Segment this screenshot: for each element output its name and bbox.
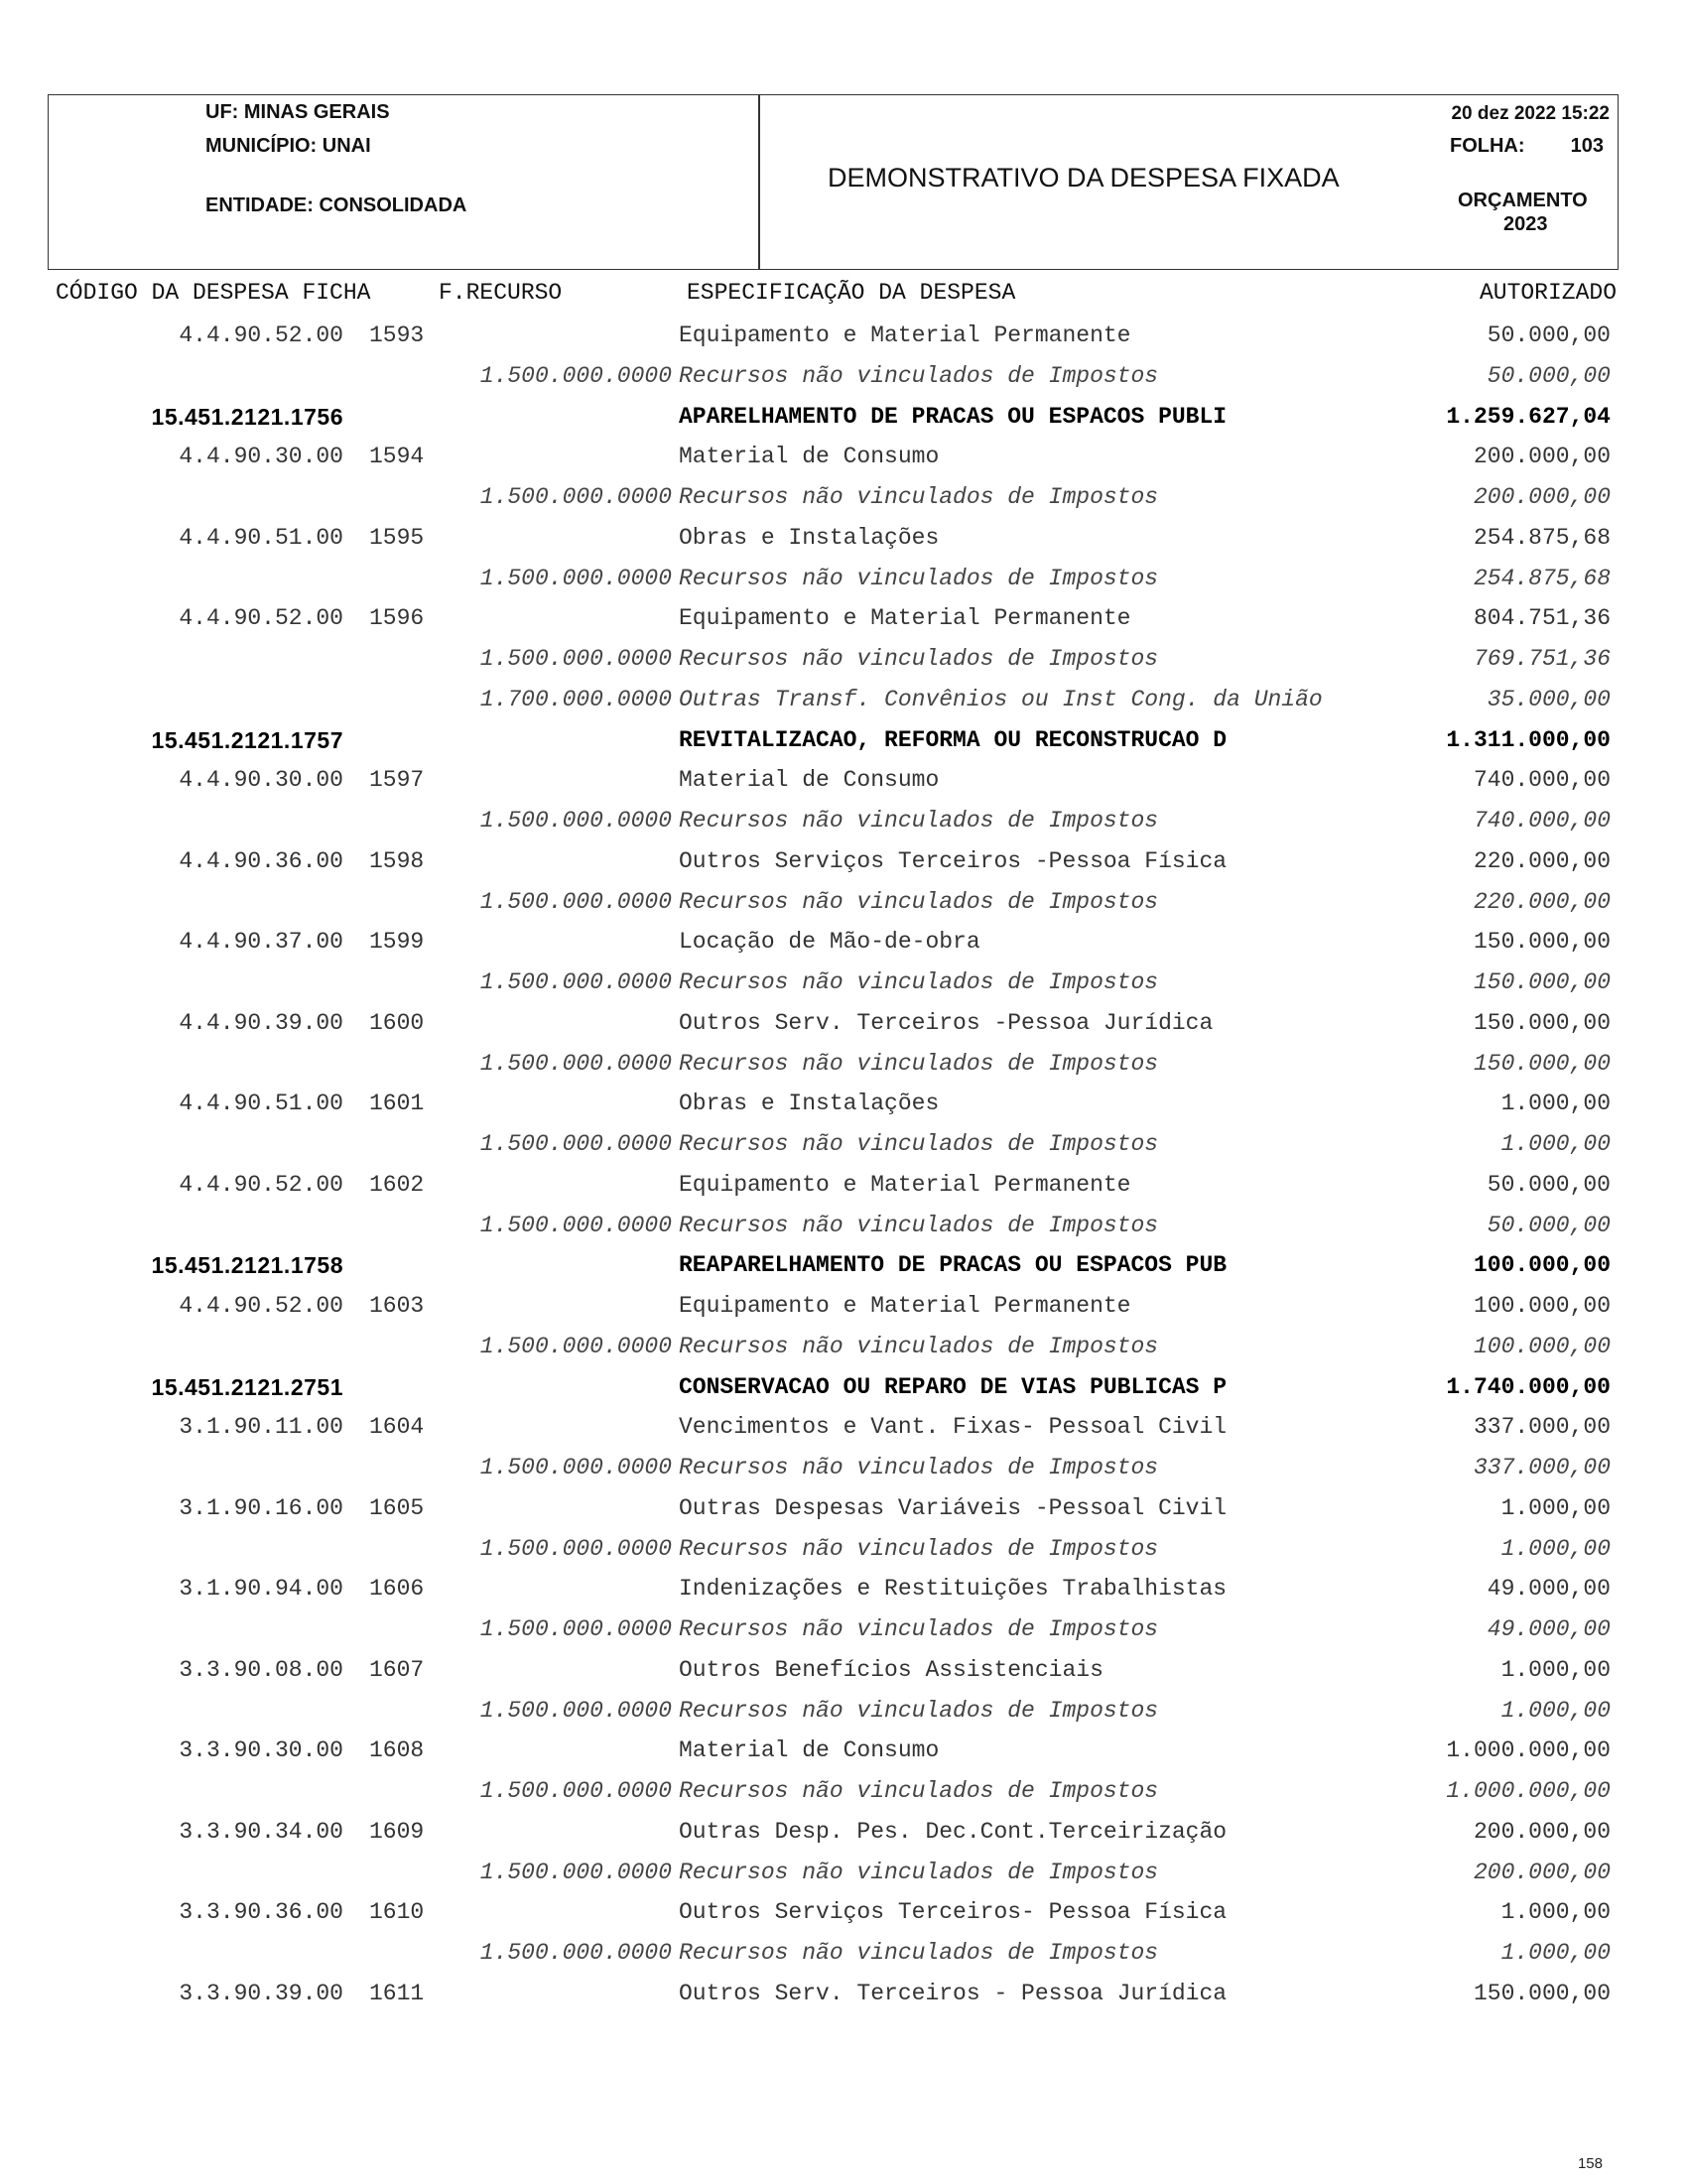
ficha-number: 1608	[369, 1737, 425, 1764]
source-row	[0, 1536, 1688, 1576]
fonte-recurso: 1.500.000.0000	[479, 1050, 672, 1077]
autorizado-value: 50.000,00	[1487, 362, 1611, 389]
fonte-recurso: 1.500.000.0000	[479, 1212, 672, 1238]
expense-code: 4.4.90.30.00	[179, 767, 343, 794]
ficha-number: 1601	[369, 1091, 425, 1117]
expense-row	[0, 1172, 1688, 1212]
fonte-recurso: 1.500.000.0000	[479, 1616, 672, 1642]
especificacao: Outros Serv. Terceiros -Pessoa Jurídica	[679, 1009, 1214, 1036]
autorizado-value: 49.000,00	[1487, 1576, 1611, 1603]
ficha-number: 1599	[369, 929, 425, 956]
column-header-especificacao: ESPECIFICAÇÃO DA DESPESA	[687, 280, 1016, 306]
report-title: DEMONSTRATIVO DA DESPESA FIXADA	[828, 163, 1340, 193]
autorizado-value: 1.259.627,04	[1446, 403, 1611, 430]
fonte-recurso: 1.500.000.0000	[479, 969, 672, 995]
page-number: 158	[1577, 2155, 1603, 2172]
source-row	[0, 1698, 1688, 1737]
expense-code: 4.4.90.52.00	[179, 322, 343, 348]
especificacao: Vencimentos e Vant. Fixas- Pessoal Civil	[679, 1414, 1228, 1441]
expense-row	[0, 1819, 1688, 1859]
fonte-recurso: 1.500.000.0000	[479, 1697, 672, 1724]
source-row	[0, 484, 1688, 524]
fonte-recurso: 1.500.000.0000	[479, 1778, 672, 1804]
source-row	[0, 1213, 1688, 1252]
autorizado-value: 200.000,00	[1473, 444, 1611, 470]
fonte-recurso: 1.500.000.0000	[479, 888, 672, 915]
source-row	[0, 1616, 1688, 1656]
source-row	[0, 1334, 1688, 1373]
expense-code: 4.4.90.52.00	[179, 605, 343, 632]
expense-code: 4.4.90.51.00	[179, 524, 343, 551]
fonte-recurso: 1.500.000.0000	[479, 484, 672, 510]
autorizado-value: 200.000,00	[1473, 484, 1611, 510]
ficha-number: 1605	[369, 1494, 425, 1521]
autorizado-value: 337.000,00	[1473, 1455, 1611, 1480]
ficha-number: 1598	[369, 847, 425, 874]
especificacao: Obras e Instalações	[679, 524, 940, 551]
expense-code: 4.4.90.36.00	[179, 847, 343, 874]
especificacao: Material de Consumo	[679, 767, 940, 794]
source-row	[0, 1131, 1688, 1171]
folha-value: 103	[1570, 135, 1604, 157]
especificacao: Recursos não vinculados de Impostos	[679, 484, 1159, 510]
column-header-codigo-ficha: CÓDIGO DA DESPESA FICHA	[56, 280, 371, 306]
autorizado-value: 1.000,00	[1500, 1091, 1611, 1117]
source-row	[0, 808, 1688, 847]
autorizado-value: 740.000,00	[1473, 808, 1611, 834]
source-row	[0, 1051, 1688, 1091]
expense-row	[0, 1010, 1688, 1050]
expense-code: 4.4.90.51.00	[179, 1091, 343, 1117]
especificacao: Equipamento e Material Permanente	[679, 605, 1131, 632]
especificacao: Obras e Instalações	[679, 1091, 940, 1117]
expense-code: 3.3.90.30.00	[179, 1737, 343, 1764]
fonte-recurso: 1.500.000.0000	[479, 808, 672, 834]
expense-row	[0, 767, 1688, 807]
autorizado-value: 804.751,36	[1473, 605, 1611, 632]
autorizado-value: 50.000,00	[1487, 1171, 1611, 1198]
autorizado-value: 200.000,00	[1473, 1818, 1611, 1845]
ficha-number: 1603	[369, 1293, 425, 1319]
expense-row	[0, 1981, 1688, 2020]
autorizado-value: 50.000,00	[1487, 322, 1611, 348]
especificacao: Recursos não vinculados de Impostos	[679, 646, 1159, 672]
expense-code: 3.1.90.16.00	[179, 1494, 343, 1521]
especificacao: CONSERVACAO OU REPARO DE VIAS PUBLICAS P	[679, 1373, 1228, 1400]
ficha-number: 1594	[369, 444, 425, 470]
ficha-number: 1611	[369, 1980, 425, 2006]
entidade-label: ENTIDADE: CONSOLIDADA	[205, 194, 467, 216]
especificacao: Material de Consumo	[679, 1737, 940, 1764]
especificacao: Material de Consumo	[679, 444, 940, 470]
expense-code: 4.4.90.52.00	[179, 1171, 343, 1198]
expense-code: 3.1.90.94.00	[179, 1576, 343, 1603]
expense-code: 4.4.90.30.00	[179, 444, 343, 470]
ficha-number: 1610	[369, 1899, 425, 1926]
ficha-number: 1597	[369, 767, 425, 794]
program-code: 15.451.2121.1756	[151, 403, 343, 430]
ficha-number: 1593	[369, 322, 425, 348]
fonte-recurso: 1.500.000.0000	[479, 1333, 672, 1359]
autorizado-value: 50.000,00	[1487, 1212, 1611, 1238]
source-row	[0, 969, 1688, 1009]
autorizado-value: 1.000,00	[1500, 1940, 1611, 1966]
especificacao: Recursos não vinculados de Impostos	[679, 1697, 1159, 1724]
expense-row	[0, 848, 1688, 888]
ficha-number: 1609	[369, 1818, 425, 1845]
especificacao: Recursos não vinculados de Impostos	[679, 1940, 1159, 1966]
program-code: 15.451.2121.2751	[151, 1373, 343, 1400]
especificacao: Recursos não vinculados de Impostos	[679, 1616, 1159, 1642]
autorizado-value: 1.000,00	[1500, 1697, 1611, 1724]
column-header-autorizado: AUTORIZADO	[1479, 280, 1617, 306]
autorizado-value: 1.000,00	[1500, 1656, 1611, 1683]
fonte-recurso: 1.500.000.0000	[479, 1131, 672, 1157]
orcamento-year: 2023	[1503, 213, 1548, 235]
especificacao: Outros Serviços Terceiros -Pessoa Física	[679, 847, 1228, 874]
fonte-recurso: 1.500.000.0000	[479, 646, 672, 672]
especificacao: Equipamento e Material Permanente	[679, 1293, 1131, 1319]
fonte-recurso: 1.500.000.0000	[479, 1455, 672, 1480]
fonte-recurso: 1.500.000.0000	[479, 1940, 672, 1966]
program-row	[0, 404, 1688, 444]
autorizado-value: 150.000,00	[1473, 1009, 1611, 1036]
source-row	[0, 1940, 1688, 1980]
source-row	[0, 363, 1688, 403]
expense-row	[0, 605, 1688, 645]
expense-code: 4.4.90.52.00	[179, 1293, 343, 1319]
source-row	[0, 1455, 1688, 1494]
especificacao: APARELHAMENTO DE PRACAS OU ESPACOS PUBLI	[679, 403, 1228, 430]
expense-row	[0, 1495, 1688, 1535]
expense-row	[0, 1414, 1688, 1454]
autorizado-value: 1.000,00	[1500, 1535, 1611, 1562]
autorizado-value: 1.000,00	[1500, 1131, 1611, 1157]
fonte-recurso: 1.500.000.0000	[479, 1535, 672, 1562]
autorizado-value: 1.000,00	[1500, 1899, 1611, 1926]
program-code: 15.451.2121.1757	[151, 726, 343, 753]
source-row	[0, 687, 1688, 726]
report-datetime: 20 dez 2022 15:22	[1451, 103, 1610, 124]
program-row	[0, 1252, 1688, 1292]
autorizado-value: 337.000,00	[1473, 1414, 1611, 1441]
especificacao: Outras Transf. Convênios ou Inst Cong. da União	[679, 686, 1323, 712]
fonte-recurso: 1.500.000.0000	[479, 1859, 672, 1885]
especificacao: Recursos não vinculados de Impostos	[679, 1212, 1159, 1238]
program-code: 15.451.2121.1758	[151, 1252, 343, 1279]
especificacao: Recursos não vinculados de Impostos	[679, 1333, 1159, 1359]
especificacao: Recursos não vinculados de Impostos	[679, 1778, 1159, 1804]
autorizado-value: 1.000,00	[1500, 1494, 1611, 1521]
expense-row	[0, 1576, 1688, 1615]
especificacao: REVITALIZACAO, REFORMA OU RECONSTRUCAO D	[679, 726, 1228, 753]
expense-row	[0, 1657, 1688, 1697]
autorizado-value: 1.311.000,00	[1446, 726, 1611, 753]
especificacao: Outras Despesas Variáveis -Pessoal Civil	[679, 1494, 1228, 1521]
expense-row	[0, 1899, 1688, 1939]
ficha-number: 1604	[369, 1414, 425, 1441]
source-row	[0, 566, 1688, 605]
source-row	[0, 1778, 1688, 1818]
especificacao: Equipamento e Material Permanente	[679, 1171, 1131, 1198]
especificacao: Recursos não vinculados de Impostos	[679, 1859, 1159, 1885]
especificacao: Recursos não vinculados de Impostos	[679, 1535, 1159, 1562]
autorizado-value: 220.000,00	[1473, 847, 1611, 874]
especificacao: Recursos não vinculados de Impostos	[679, 1455, 1159, 1480]
autorizado-value: 1.740.000,00	[1446, 1373, 1611, 1400]
ficha-number: 1600	[369, 1009, 425, 1036]
fonte-recurso: 1.500.000.0000	[479, 565, 672, 591]
expense-row	[0, 444, 1688, 483]
fonte-recurso: 1.700.000.0000	[479, 686, 672, 712]
autorizado-value: 740.000,00	[1473, 767, 1611, 794]
especificacao: Equipamento e Material Permanente	[679, 322, 1131, 348]
autorizado-value: 49.000,00	[1487, 1616, 1611, 1642]
autorizado-value: 254.875,68	[1473, 565, 1611, 591]
expense-row	[0, 1293, 1688, 1333]
especificacao: Outros Serviços Terceiros- Pessoa Física	[679, 1899, 1228, 1926]
autorizado-value: 769.751,36	[1473, 646, 1611, 672]
especificacao: Outras Desp. Pes. Dec.Cont.Terceirização	[679, 1818, 1228, 1845]
autorizado-value: 100.000,00	[1473, 1252, 1611, 1279]
expense-row	[0, 1737, 1688, 1777]
fonte-recurso: 1.500.000.0000	[479, 362, 672, 389]
source-row	[0, 1860, 1688, 1899]
autorizado-value: 150.000,00	[1473, 929, 1611, 956]
header-divider	[758, 95, 760, 269]
especificacao: Indenizações e Restituições Trabalhistas	[679, 1576, 1228, 1603]
especificacao: Outros Serv. Terceiros - Pessoa Jurídica	[679, 1980, 1228, 2006]
autorizado-value: 35.000,00	[1487, 686, 1611, 712]
expense-code: 4.4.90.37.00	[179, 929, 343, 956]
expense-code: 3.3.90.34.00	[179, 1818, 343, 1845]
program-row	[0, 727, 1688, 767]
autorizado-value: 150.000,00	[1473, 969, 1611, 995]
expense-row	[0, 322, 1688, 362]
uf-label: UF: MINAS GERAIS	[205, 101, 390, 123]
expense-row	[0, 929, 1688, 968]
especificacao: Recursos não vinculados de Impostos	[679, 808, 1159, 834]
autorizado-value: 200.000,00	[1473, 1859, 1611, 1885]
ficha-number: 1607	[369, 1656, 425, 1683]
especificacao: Recursos não vinculados de Impostos	[679, 969, 1159, 995]
especificacao: Recursos não vinculados de Impostos	[679, 565, 1159, 591]
autorizado-value: 150.000,00	[1473, 1980, 1611, 2006]
especificacao: Recursos não vinculados de Impostos	[679, 1131, 1159, 1157]
especificacao: Recursos não vinculados de Impostos	[679, 1050, 1159, 1077]
expense-code: 3.3.90.36.00	[179, 1899, 343, 1926]
municipio-label: MUNICÍPIO: UNAI	[205, 135, 371, 157]
ficha-number: 1602	[369, 1171, 425, 1198]
autorizado-value: 1.000.000,00	[1446, 1737, 1611, 1764]
especificacao: Recursos não vinculados de Impostos	[679, 362, 1159, 389]
especificacao: Outros Benefícios Assistenciais	[679, 1656, 1104, 1683]
report-header	[48, 94, 1619, 270]
ficha-number: 1596	[369, 605, 425, 632]
ficha-number: 1595	[369, 524, 425, 551]
source-row	[0, 889, 1688, 929]
orcamento-label: ORÇAMENTO	[1458, 190, 1588, 211]
autorizado-value: 100.000,00	[1473, 1333, 1611, 1359]
especificacao: REAPARELHAMENTO DE PRACAS OU ESPACOS PUB	[679, 1252, 1228, 1279]
ficha-number: 1606	[369, 1576, 425, 1603]
program-row	[0, 1374, 1688, 1414]
folha-label: FOLHA:	[1450, 135, 1525, 157]
especificacao: Locação de Mão-de-obra	[679, 929, 980, 956]
autorizado-value: 1.000.000,00	[1446, 1778, 1611, 1804]
expense-code: 3.3.90.08.00	[179, 1656, 343, 1683]
expense-row	[0, 1091, 1688, 1130]
especificacao: Recursos não vinculados de Impostos	[679, 888, 1159, 915]
autorizado-value: 220.000,00	[1473, 888, 1611, 915]
expense-code: 3.3.90.39.00	[179, 1980, 343, 2006]
source-row	[0, 646, 1688, 686]
autorizado-value: 150.000,00	[1473, 1050, 1611, 1077]
autorizado-value: 254.875,68	[1473, 524, 1611, 551]
expense-code: 3.1.90.11.00	[179, 1414, 343, 1441]
column-header-recurso: F.RECURSO	[439, 280, 563, 306]
expense-code: 4.4.90.39.00	[179, 1009, 343, 1036]
autorizado-value: 100.000,00	[1473, 1293, 1611, 1319]
expense-row	[0, 525, 1688, 565]
